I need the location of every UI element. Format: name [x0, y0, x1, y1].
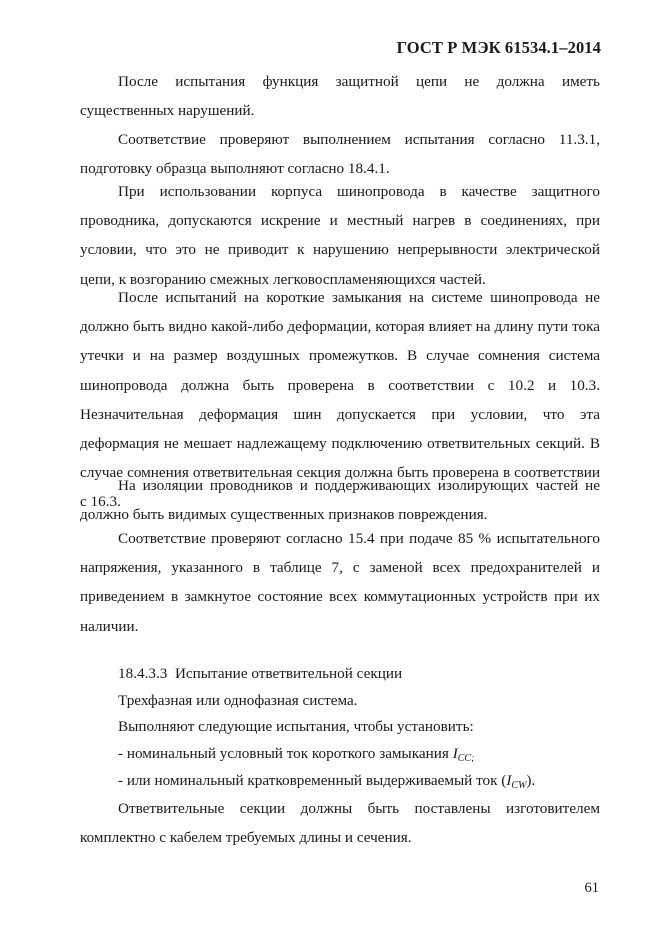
list-item: - или номинальный кратковременный выдерживаемый ток $(I_{CW})$.: [118, 772, 536, 791]
page-number: 61: [584, 880, 599, 896]
paragraph: При использовании корпуса шинопровода в качестве защитного проводника, допускаются искрение и местный нагрев в соединениях, при условии, что это не приводит к нарушению непрерывности электрической цепи, к возгоранию смежных легковоспламеняющихся частей.: [80, 183, 600, 288]
section-heading: [118, 659, 600, 688]
paragraph: Соответствие проверяют выполнением испытания согласно 11.3.1, подготовку образца выполняют согласно 18.4.1.: [80, 131, 600, 178]
paragraph: Соответствие проверяют согласно 15.4 при подаче 85 % испытательного напряжения, указанного в таблице 7, с заменой всех предохранителей и приведением в замкнутое состояние всех коммутационных устройств при их наличии.: [80, 530, 600, 635]
section-number: 18.4.3.3: [118, 665, 168, 682]
section-title: Испытание ответвительной секции: [174, 665, 403, 682]
paragraph: На изоляции проводников и поддерживающих изолирующих частей не должно быть видимых существенных признаков повреждения.: [80, 477, 600, 524]
line-system: Трехфазная или однофазная система.: [118, 692, 358, 709]
paragraph-final: Ответвительные секции должны быть поставлены изготовителем комплектно с кабелем требуемых длины и сечения.: [80, 800, 600, 847]
list-item: - номинальный условный ток короткого замыкания $I_{CC;}$: [118, 745, 475, 764]
paragraph: После испытания функция защитной цепи не должна иметь существенных нарушений.: [80, 73, 600, 120]
line-tests-intro: Выполняют следующие испытания, чтобы установить:: [118, 718, 474, 735]
document-header: ГОСТ Р МЭК 61534.1–2014: [396, 38, 601, 57]
paragraph: После испытаний на короткие замыкания на системе шинопровода не должно быть видно какой-либо деформации, которая влияет на длину пути тока утечки и на размер воздушных промежутков. В случае сомнения система шинопровода должна быть проверена в соответствии с 10.2 и 10.3. Незначительная деформация шин допускается при условии, что эта деформация не мешает надлежащему подключению ответвительных секций. В случае сомнения ответвительная секция должна быть проверена в соответствии с 16.3.: [80, 289, 600, 511]
